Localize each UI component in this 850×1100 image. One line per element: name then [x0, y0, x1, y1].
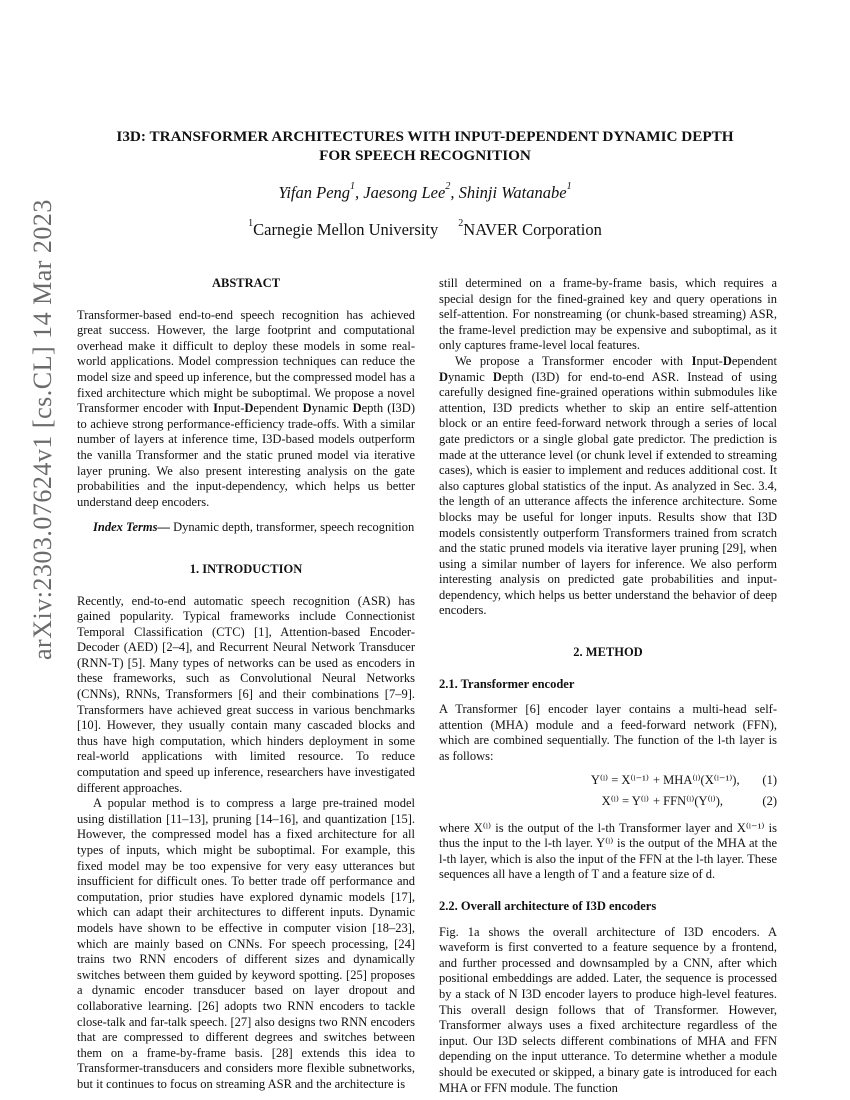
index-terms — [77, 520, 415, 536]
method-heading: 2. METHOD — [573, 645, 643, 660]
author-3: Shinji Watanabe — [458, 183, 567, 202]
left-column — [77, 276, 415, 1093]
index-terms-label: Index Terms— — [93, 520, 170, 535]
paper-title — [60, 127, 790, 165]
author-1: Yifan Peng — [278, 183, 351, 202]
intro-paragraph-3: still determined on a frame-by-frame basis, which requires a special design for the fined-grained key and query operations in self-attention. For nonstreaming (or chunk-based streaming) ASR, the frame-level prediction may be expensive and suboptimal, as it only captures frame-level local features. — [439, 276, 777, 353]
author-list: Yifan Peng$^1$, Jaesong Lee$^2$, Shinji Watanabe$^1$ — [278, 181, 572, 202]
author-3-affil: 1 — [566, 181, 572, 192]
equation-2-number: (2) — [762, 794, 777, 809]
subsection-2-2-heading: 2.2. Overall architecture of I3D encoders — [439, 899, 657, 913]
title-line-1: I3D: TRANSFORMER ARCHITECTURES WITH INPUT-DEPENDENT DYNAMIC DEPTH — [116, 128, 734, 145]
abstract-heading: ABSTRACT — [211, 276, 281, 290]
author-1-affil: 1 — [350, 181, 356, 192]
arxiv-stamp: arXiv:2303.07624v1 [cs.CL] 14 Mar 2023 — [28, 199, 57, 660]
method-paragraph-2: where X⁽ˡ⁾ is the output of the l-th Transformer layer and X⁽ˡ⁻¹⁾ is thus the input to the l-th layer. Y⁽ˡ⁾ is the output of the MHA at the l-th layer, which is also the input of the FFN at the l-th layer. These sequences all have a length of T and a feature size of d. — [439, 820, 777, 882]
abstract-text: Transformer-based end-to-end speech recognition has achieved great success. However, the large footprint and computational overhead make it difficult to deploy these models in some real-world applications. Model compression techniques can reduce the model size and speed up inference, but the compressed model has a fixed architecture which might be suboptimal. We propose a novel Transformer encoder with Input-Dependent Dynamic Depth (I3D) to achieve strong performance-efficiency trade-offs. With a similar number of layers at inference time, I3D-based models outperform the vanilla Transformer and the static pruned model via iterative layer pruning. We also present interesting analysis on the gate probabilities and the input-dependency, which helps us better understand deep encoders. — [77, 307, 415, 509]
intro-paragraph-2: A popular method is to compress a large pre-trained model using distillation [11–13], pruning [14–16], and quantization [15]. However, the compressed model has a fixed architecture for all types of inputs, which might be suboptimal. For example, this fixed model may be too expensive for very easy utterances but insufficient for difficult ones. To better trade off performance and computation, prior studies have explored dynamic models [17], which can adapt their architectures to different inputs. Dynamic models have shown to be effective in computer vision [18–23], which are mainly based on CNNs. For speech processing, [24] trains two RNN encoders of different sizes and dynamically switches between them guided by keyword spotting. [25] proposes a dynamic encoder transducer based on layer dropout and collaborative learning. [26] adopts two RNN encoders to tackle close-talk and far-talk speech. [27] also designs two RNN encoders that are compressed to different degrees and switches between them on a frame-by-frame basis. [28] extends this idea to Transformer-transducers and considers more flexible subnetworks, but it continues to focus on streaming ASR and the architecture is — [77, 796, 415, 1091]
affil-2: NAVER Corporation — [463, 220, 602, 239]
intro-heading: 1. INTRODUCTION — [189, 561, 303, 576]
affil-1-sup: 1 — [248, 218, 254, 229]
equation-1-number: (1) — [762, 773, 777, 788]
method-paragraph-1: A Transformer [6] encoder layer contains a multi-head self-attention (MHA) module and a feed-forward network (FFN), which are combined sequentially. The function of the l-th layer is as follows: — [439, 702, 777, 764]
author-2-affil: 2 — [445, 181, 451, 192]
author-2: Jaesong Lee — [363, 183, 446, 202]
affil-1: Carnegie Mellon University — [253, 220, 439, 239]
subsection-2-1-heading: 2.1. Transformer encoder — [439, 676, 575, 691]
right-column — [439, 276, 777, 1096]
equation-1: Y⁽ˡ⁾ = X⁽ˡ⁻¹⁾ + MHA⁽ˡ⁾(X⁽ˡ⁻¹⁾), (1) — [590, 773, 777, 788]
method-paragraph-3: Fig. 1a shows the overall architecture of I3D encoders. A waveform is first converted to a feature sequence by a frontend, and further processed and downsampled by a CNN, after which positional embeddings are added. Later, the sequence is processed by a stack of N I3D encoder layers to produce high-level features. This overall design follows that of Transformer. However, Transformer always uses a fixed architecture regardless of the input. Our I3D selects different combinations of MHA and FFN depending on the input utterance. To determine whether a module should be executed or skipped, a binary gate is introduced for each MHA or FFN module. The function — [439, 924, 777, 1095]
intro-paragraph-1: Recently, end-to-end automatic speech recognition (ASR) has gained popularity. Typical frameworks include Connectionist Temporal Classification (CTC) [1], Attention-based Encoder-Decoder (AED) [2–4], and Recurrent Neural Network Transducer (RNN-T) [5]. Many types of networks can be used as encoders in these frameworks, such as Convolutional Neural Networks (CNNs), RNNs, Transformers [6] and their combinations [7–9]. Transformers have achieved great success in various benchmarks [10]. However, they usually contain many cascaded blocks and thus have high computation, which hinders deployment in some real-world applications with limited resource. To reduce computation and speed up inference, researchers have investigated different approaches. — [77, 593, 415, 795]
intro-paragraph-4: We propose a Transformer encoder with Input-Dependent Dynamic Depth (I3D) for end-to-end ASR. Instead of using carefully designed fine-grained operations within submodules like attention, I3D predicts whether to skip an entire self-attention block or an entire feed-forward network through a series of local gate predictors or a single global gate predictor. The prediction is made at the utterance level (or chunk level if extended to streaming cases), which is easier to implement and reduces additional cost. It also captures global statistics of the input. As analyzed in Sec. 3.4, the length of an utterance affects the inference architecture. Some blocks may be useful for longer inputs. Results show that I3D models consistently outperform Transformers trained from scratch and the static pruned models via iterative layer pruning [29], when using a similar number of layers for inference. We also perform interesting analysis on predicted gate probabilities and input-dependency, which helps us better understand the behavior of deep encoders. — [439, 353, 777, 618]
affil-2-sup: 2 — [458, 218, 464, 229]
title-line-2: FOR SPEECH RECOGNITION — [319, 147, 531, 164]
index-terms-text: Dynamic depth, transformer, speech recognition — [169, 520, 415, 535]
affiliations — [60, 220, 790, 240]
equation-2: X⁽ˡ⁾ = Y⁽ˡ⁾ + FFN⁽ˡ⁾(Y⁽ˡ⁾), (2) — [601, 794, 777, 809]
